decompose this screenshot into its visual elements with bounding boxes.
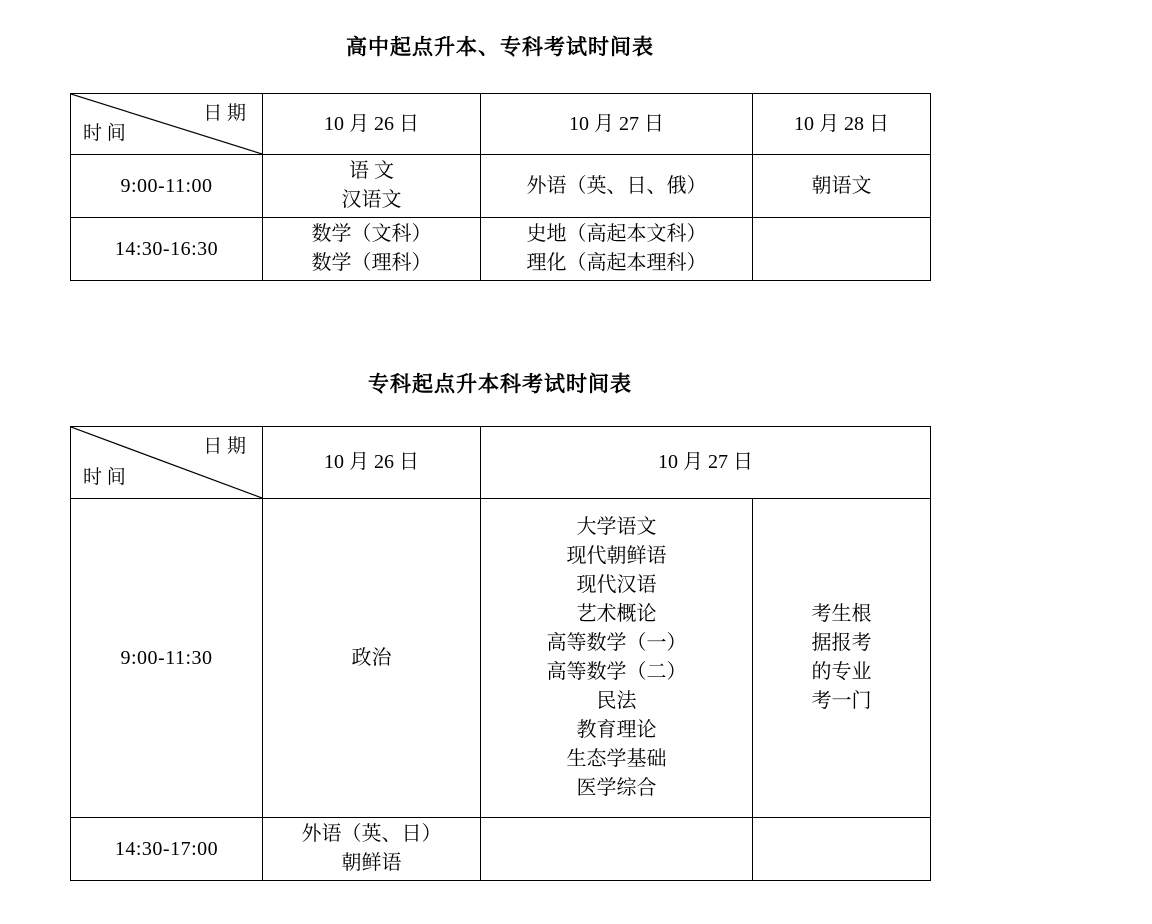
selection-note-cell bbox=[753, 499, 931, 818]
subject-cell-26-afternoon bbox=[263, 818, 481, 881]
subject-line: 外语（英、日） bbox=[301, 823, 442, 845]
table-row bbox=[71, 218, 931, 281]
subject-line: 现代朝鲜语 bbox=[566, 545, 667, 567]
subject-cell-27-afternoon bbox=[481, 218, 753, 281]
subject-line: 医学综合 bbox=[576, 777, 657, 799]
subject-line: 大学语文 bbox=[576, 516, 657, 538]
column-header-date-2: 10 月 27 日 bbox=[481, 94, 753, 155]
subject-line: 朝鲜语 bbox=[341, 852, 402, 874]
subject-line: 汉语文 bbox=[341, 189, 402, 211]
subject-line: 数学（理科） bbox=[311, 252, 432, 274]
subject-list-27-morning bbox=[481, 499, 753, 818]
subject-line: 教育理论 bbox=[576, 719, 657, 741]
subject-line: 朝语文 bbox=[811, 174, 872, 197]
subject-cell-28-morning bbox=[753, 155, 931, 218]
subject-cell-27-afternoon bbox=[481, 818, 753, 881]
subject-line: 史地（高起本文科） bbox=[526, 223, 707, 245]
subject-line: 高等数学（二） bbox=[546, 661, 687, 683]
subject-cell-27-morning bbox=[481, 155, 753, 218]
subject-line: 理化（高起本理科） bbox=[526, 252, 707, 274]
table-row bbox=[71, 499, 931, 818]
time-slot-morning: 9:00-11:30 bbox=[71, 499, 263, 818]
page-title-gaozhong: 高中起点升本、专科考试时间表 bbox=[346, 36, 654, 59]
subject-cell-26-morning bbox=[263, 155, 481, 218]
corner-date-label: 日 期 bbox=[203, 103, 246, 124]
corner-date-label: 日 期 bbox=[203, 436, 246, 457]
subject-line: 数学（文科） bbox=[311, 223, 432, 245]
subject-line: 生态学基础 bbox=[566, 748, 667, 770]
subject-line: 语 文 bbox=[349, 160, 394, 182]
note-cell-afternoon bbox=[753, 818, 931, 881]
time-slot-morning: 9:00-11:00 bbox=[71, 155, 263, 218]
subject-line: 民法 bbox=[596, 690, 637, 712]
subject-line: 高等数学（一） bbox=[546, 632, 687, 654]
column-header-date-1: 10 月 26 日 bbox=[263, 94, 481, 155]
exam-schedule-table-gaozhong bbox=[70, 93, 931, 281]
note-line: 据报考 bbox=[811, 632, 872, 654]
note-line: 考生根 bbox=[811, 603, 872, 625]
time-slot-afternoon: 14:30-17:00 bbox=[71, 818, 263, 881]
table-header-row bbox=[71, 94, 931, 155]
column-header-date-3: 10 月 28 日 bbox=[753, 94, 931, 155]
subject-line: 外语（英、日、俄） bbox=[526, 174, 707, 197]
column-header-date-1: 10 月 26 日 bbox=[263, 427, 481, 499]
table-row bbox=[71, 818, 931, 881]
corner-header-cell bbox=[71, 427, 263, 499]
subject-cell-26-morning: 政治 bbox=[263, 499, 481, 818]
subject-line: 现代汉语 bbox=[576, 574, 657, 596]
subject-cell-26-afternoon bbox=[263, 218, 481, 281]
table-header-row bbox=[71, 427, 931, 499]
table-row bbox=[71, 155, 931, 218]
subject-cell-28-afternoon bbox=[753, 218, 931, 281]
note-line: 的专业 bbox=[811, 661, 872, 683]
time-slot-afternoon: 14:30-16:30 bbox=[71, 218, 263, 281]
note-line: 考一门 bbox=[811, 690, 872, 712]
page-title-zhuanke: 专科起点升本科考试时间表 bbox=[368, 373, 632, 396]
exam-schedule-table-zhuanke bbox=[70, 426, 931, 881]
corner-time-label: 时 间 bbox=[83, 123, 126, 145]
subject-line: 艺术概论 bbox=[576, 603, 657, 625]
corner-time-label: 时 间 bbox=[83, 467, 126, 489]
column-header-date-2: 10 月 27 日 bbox=[481, 427, 931, 499]
corner-header-cell bbox=[71, 94, 263, 155]
